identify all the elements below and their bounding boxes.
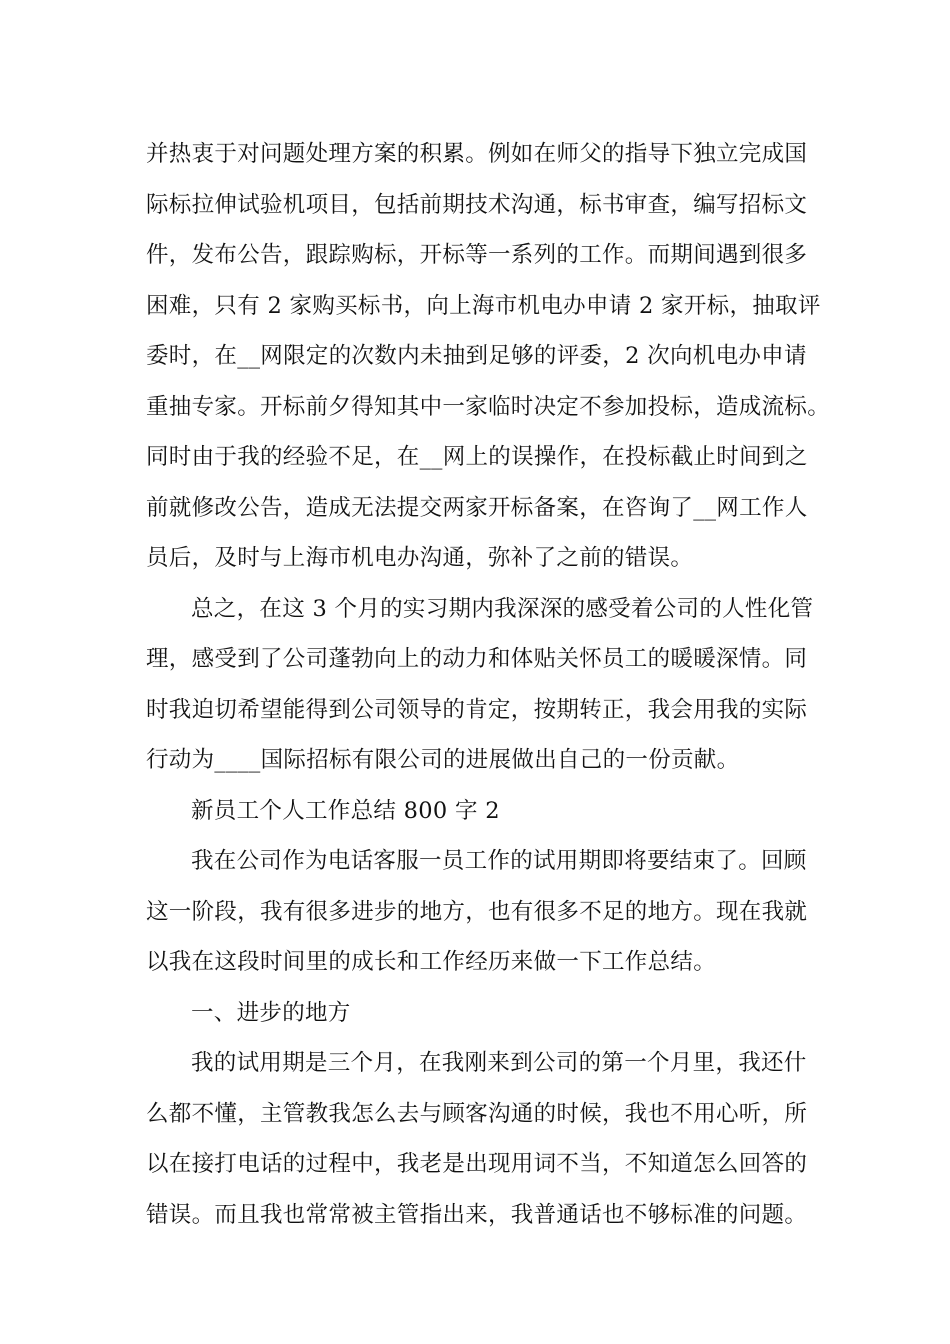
paragraph-first-line: 我的试用期是三个月，在我刚来到公司的第一个月里，我还什 (191, 1050, 807, 1076)
text-line: 际标拉伸试验机项目，包括前期技术沟通，标书审查，编写招标文 (146, 191, 808, 218)
text-line: 前就修改公告，造成无法提交两家开标备案，在咨询了__网工作人 (146, 494, 808, 521)
text-line: 并热衷于对问题处理方案的积累。例如在师父的指导下独立完成国 (146, 141, 808, 167)
text-line: 以在接打电话的过程中，我老是出现用词不当，不知道怎么回答的 (146, 1151, 808, 1177)
text-line: 件，发布公告，跟踪购标，开标等一系列的工作。而期间遇到很多 (146, 242, 808, 268)
text-line: 错误。而且我也常常被主管指出来，我普通话也不够标准的问题。 (146, 1201, 808, 1228)
document-body (146, 129, 831, 1240)
text-line: 理，感受到了公司蓬勃向上的动力和体贴关怀员工的暖暖深情。同 (146, 646, 808, 672)
text-line: 以我在这段时间里的成长和工作经历来做一下工作总结。 (146, 949, 717, 975)
text-line: 么都不懂，主管教我怎么去与顾客沟通的时候，我也不用心听，所 (146, 1100, 808, 1127)
text-line: 委时，在__网限定的次数内未抽到足够的评委，2 次向机电办申请 (146, 343, 807, 369)
text-line: 这一阶段，我有很多进步的地方，也有很多不足的地方。现在我就 (146, 898, 808, 925)
text-line: 员后，及时与上海市机电办沟通，弥补了之前的错误。 (146, 545, 694, 571)
text-line: 困难，只有 2 家购买标书，向上海市机电办申请 2 家开标，抽取评 (146, 292, 821, 319)
text-line: 同时由于我的经验不足，在__网上的误操作，在投标截止时间到之 (146, 444, 808, 470)
text-line: 时我迫切希望能得到公司领导的肯定，按期转正，我会用我的实际 (146, 696, 808, 723)
subsection-heading: 一、进步的地方 (191, 999, 351, 1026)
text-line: 行动为____国际招标有限公司的进展做出自己的一份贡献。 (146, 747, 740, 773)
paragraph-first-line: 我在公司作为电话客服一员工作的试用期即将要结束了。回顾 (191, 848, 807, 874)
paragraph-first-line: 总之，在这 3 个月的实习期内我深深的感受着公司的人性化管 (191, 595, 814, 622)
section-heading: 新员工个人工作总结 800 字 2 (191, 797, 500, 824)
text-line: 重抽专家。开标前夕得知其中一家临时决定不参加投标，造成流标。 (146, 393, 831, 420)
